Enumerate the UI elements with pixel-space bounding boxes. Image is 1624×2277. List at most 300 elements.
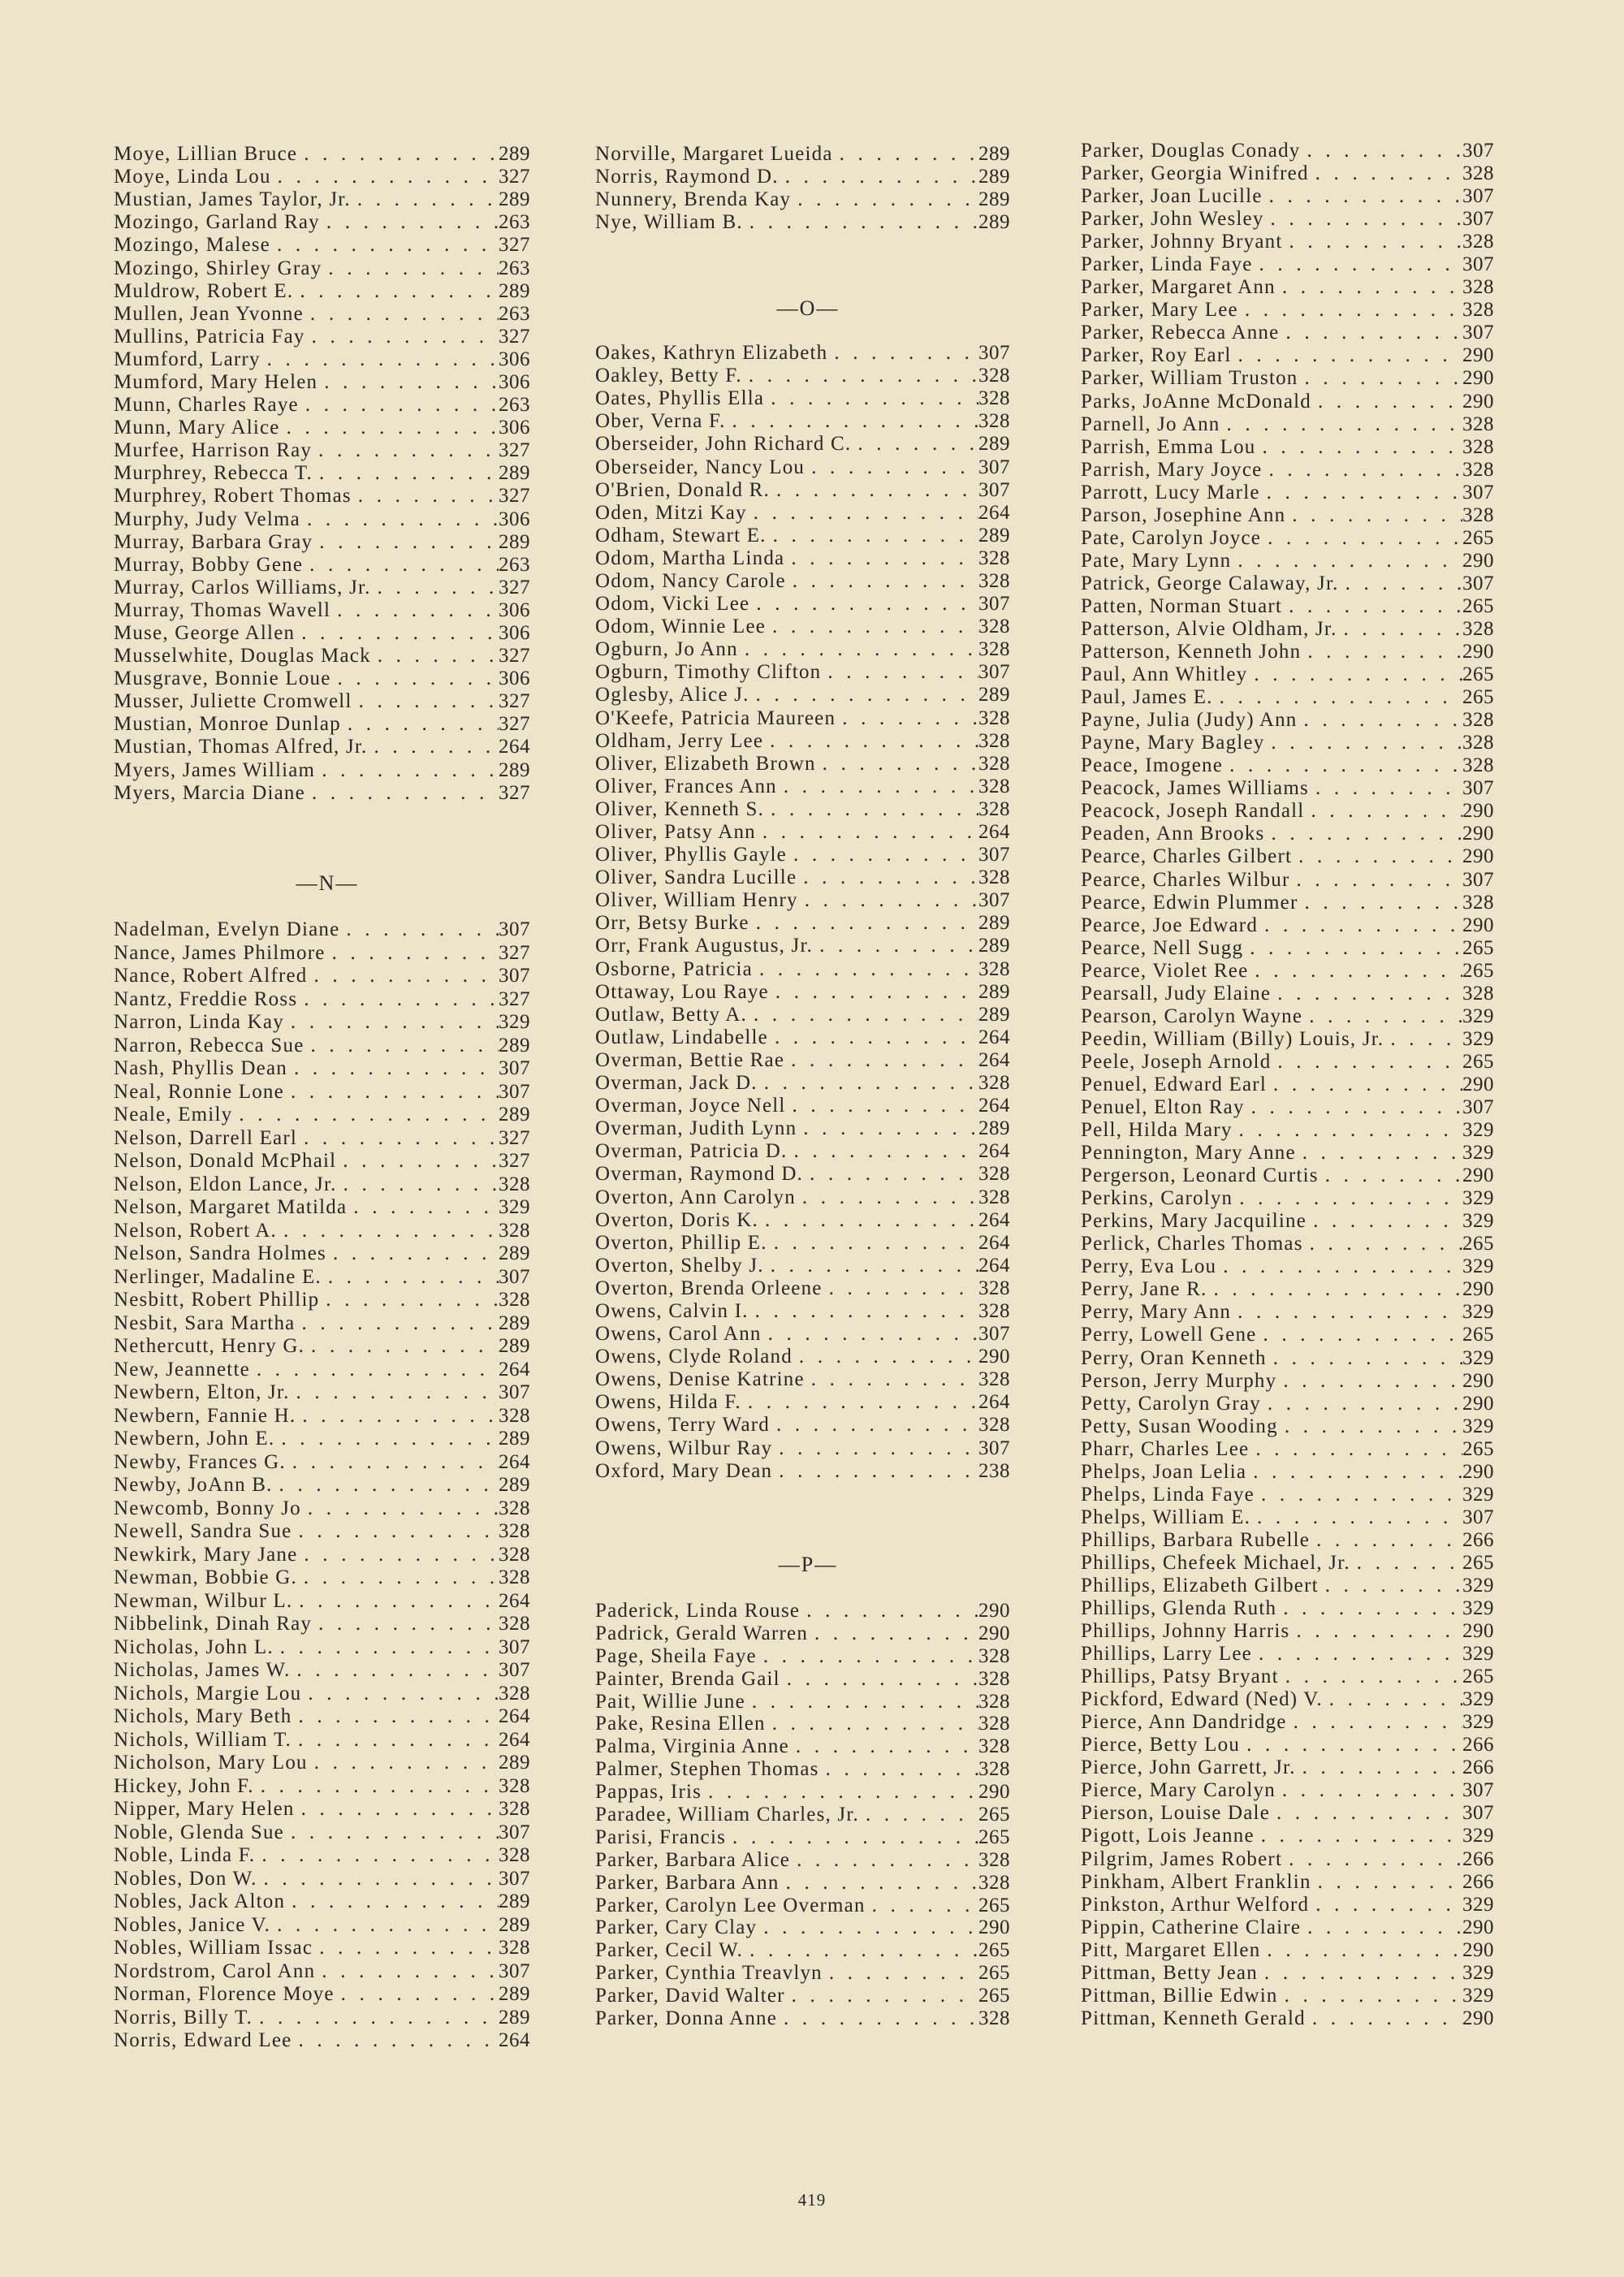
entry-name: Overman, Raymond D. (595, 1163, 804, 1186)
index-entry (595, 1163, 1021, 1186)
dot-leader (250, 1359, 499, 1381)
entry-page-number: 264 (499, 1589, 530, 1612)
dot-leader (1298, 367, 1462, 390)
index-entry (1081, 1529, 1505, 1552)
dot-leader (785, 1985, 978, 2007)
index-entry (595, 866, 1021, 889)
entry-page-number: 289 (499, 1104, 530, 1126)
entry-name: Phelps, William E. (1081, 1506, 1251, 1528)
dot-leader (1231, 550, 1462, 572)
entry-page-number: 307 (1462, 481, 1494, 503)
dot-leader (1276, 276, 1462, 299)
entry-page-number: 329 (1462, 1142, 1494, 1164)
index-entry (1081, 140, 1505, 162)
entry-page-number: 327 (499, 690, 530, 713)
index-entry (114, 508, 541, 531)
dot-leader (337, 1173, 499, 1196)
entry-page-number: 329 (1462, 1711, 1494, 1734)
dot-leader (786, 1095, 978, 1117)
index-entry (114, 326, 541, 348)
entry-name: Paul, Ann Whitley (1081, 663, 1248, 686)
entry-page-number: 307 (1462, 1095, 1494, 1118)
dot-leader (764, 1255, 978, 1277)
entry-page-number: 329 (1462, 1346, 1494, 1369)
entry-page-number: 264 (499, 2029, 530, 2052)
entry-page-number: 328 (1462, 435, 1494, 458)
entry-name: Mullins, Patricia Fay (114, 325, 305, 348)
index-entry (114, 531, 541, 554)
entry-name: Newman, Wilbur L. (114, 1589, 293, 1612)
index-entry (595, 1895, 1021, 1917)
entry-page-number: 328 (978, 638, 1010, 661)
dot-leader (1337, 618, 1462, 641)
entry-page-number: 289 (499, 1311, 530, 1334)
dot-leader (312, 439, 499, 462)
entry-page-number: 307 (978, 844, 1010, 866)
entry-page-number: 328 (1462, 618, 1494, 640)
dot-leader (293, 280, 499, 303)
dot-leader (1301, 641, 1462, 663)
index-entry (114, 2029, 541, 2053)
entry-page-number: 327 (499, 941, 530, 964)
entry-page-number: 329 (1462, 1027, 1494, 1050)
dot-leader (803, 1163, 978, 1186)
entry-page-number: 328 (499, 1937, 530, 1959)
index-entry (1081, 1393, 1505, 1415)
entry-name: Overman, Patricia D. (595, 1140, 788, 1163)
dot-leader (786, 570, 978, 593)
dot-leader (297, 1566, 499, 1589)
dot-leader (1240, 1734, 1462, 1756)
entry-page-number: 328 (499, 1798, 530, 1821)
section-header-p: —P— (778, 1553, 838, 1576)
index-entry (1081, 1255, 1505, 1278)
index-entry (1081, 1484, 1505, 1506)
entry-name: Perry, Oran Kenneth (1081, 1346, 1267, 1369)
entry-page-number: 266 (1462, 1528, 1494, 1551)
entry-name: Nipper, Mary Helen (114, 1798, 295, 1821)
entry-page-number: 328 (978, 1758, 1010, 1781)
entry-page-number: 289 (499, 1913, 530, 1936)
dot-leader (1311, 391, 1462, 413)
entry-name: Pearsall, Judy Elaine (1081, 982, 1272, 1005)
index-entry (1081, 1734, 1505, 1756)
dot-leader (821, 661, 978, 684)
entry-name: Parker, Douglas Conady (1081, 140, 1301, 162)
entry-name: Parrish, Emma Lou (1081, 435, 1256, 458)
entry-page-number: 289 (499, 1242, 530, 1265)
dot-leader (1319, 1575, 1462, 1597)
entry-name: Murray, Barbara Gray (114, 530, 313, 553)
dot-leader (1309, 777, 1462, 800)
entry-name: Overton, Brenda Orleene (595, 1277, 823, 1299)
index-entry (114, 577, 541, 599)
section-header-n: —N— (296, 871, 359, 895)
entry-name: Phillips, Elizabeth Gilbert (1081, 1574, 1319, 1596)
index-entry (114, 1983, 541, 2007)
dot-leader (1309, 162, 1462, 185)
dot-leader (271, 166, 499, 188)
dot-leader (232, 1104, 499, 1126)
entry-name: Pinkston, Arthur Welford (1081, 1893, 1310, 1916)
entry-name: Nelson, Margaret Matilda (114, 1196, 348, 1219)
entry-name: Parker, Barbara Alice (595, 1848, 791, 1871)
entry-name: Pearce, Violet Ree (1081, 959, 1249, 982)
index-entry (114, 1520, 541, 1544)
index-entry (114, 1683, 541, 1706)
entry-name: Parker, David Walter (595, 1985, 785, 2007)
index-entry (595, 166, 1021, 188)
entry-name: Phillips, Glenda Ruth (1081, 1597, 1277, 1620)
entry-page-number: 328 (978, 1667, 1010, 1690)
entry-page-number: 307 (1462, 208, 1494, 231)
entry-page-number: 307 (499, 1959, 530, 1982)
index-entry (595, 1323, 1021, 1346)
entry-name: Norris, Billy T. (114, 2006, 253, 2029)
entry-name: Perlick, Charles Thomas (1081, 1233, 1303, 1255)
entry-page-number: 327 (499, 576, 530, 598)
entry-page-number: 289 (499, 1752, 530, 1774)
entry-name: Parks, JoAnne McDonald (1081, 390, 1312, 413)
index-entry (1081, 1756, 1505, 1779)
index-entry (1081, 1210, 1505, 1233)
entry-page-number: 289 (499, 1335, 530, 1358)
dot-leader (756, 821, 978, 844)
dot-leader (1282, 231, 1462, 253)
entry-name: Mustian, James Taylor, Jr. (114, 188, 351, 211)
entry-page-number: 329 (1462, 1893, 1494, 1916)
entry-name: Orr, Frank Augustus, Jr. (595, 935, 814, 957)
dot-leader (308, 965, 499, 987)
entry-page-number: 265 (1462, 594, 1494, 617)
index-entry (595, 798, 1021, 821)
entry-name: Moye, Linda Lou (114, 166, 271, 188)
entry-page-number: 290 (1462, 2007, 1494, 2029)
index-entry (595, 1758, 1021, 1781)
entry-page-number: 329 (1462, 1255, 1494, 1278)
entry-name: Perkins, Mary Jacquiline (1081, 1210, 1307, 1233)
entry-name: Phillips, Patsy Bryant (1081, 1666, 1279, 1688)
entry-page-number: 290 (1462, 1369, 1494, 1392)
dot-leader (823, 1277, 978, 1300)
entry-page-number: 327 (499, 234, 530, 257)
index-entry (114, 690, 541, 713)
index-entry (595, 1849, 1021, 1872)
entry-name: New, Jeannette (114, 1358, 250, 1380)
dot-leader (292, 1520, 499, 1543)
dot-leader (777, 776, 978, 798)
index-entry (114, 280, 541, 303)
entry-page-number: 328 (1462, 891, 1494, 914)
index-entry (114, 1868, 541, 1891)
entry-page-number: 307 (978, 456, 1010, 478)
entry-name: Orr, Betsy Burke (595, 912, 749, 935)
dot-leader (1306, 2007, 1462, 2030)
dot-leader (317, 371, 499, 394)
entry-page-number: 307 (1462, 185, 1494, 208)
entry-name: Parker, Mary Lee (1081, 299, 1238, 322)
dot-leader (767, 1232, 978, 1255)
dot-leader (1247, 663, 1462, 686)
entry-name: Norris, Edward Lee (114, 2029, 292, 2052)
index-entry (114, 166, 541, 188)
entry-page-number: 328 (499, 1844, 530, 1867)
index-entry (1081, 1643, 1505, 1666)
dot-leader (330, 599, 499, 622)
entry-page-number: 328 (978, 1299, 1010, 1322)
index-entry (1081, 686, 1505, 709)
index-entry (1081, 1985, 1505, 2007)
entry-page-number: 328 (499, 1682, 530, 1705)
dot-leader (800, 1600, 978, 1622)
index-entry (114, 599, 541, 622)
index-entry (114, 1381, 541, 1405)
entry-name: Overman, Jack D. (595, 1072, 758, 1095)
index-entry (114, 1196, 541, 1220)
entry-name: Peele, Joseph Arnold (1081, 1050, 1272, 1073)
index-entry (114, 645, 541, 668)
index-entry (1081, 1597, 1505, 1620)
dot-leader (305, 326, 499, 348)
index-entry (1081, 572, 1505, 595)
index-entry (595, 981, 1021, 1004)
entry-name: Overton, Shelby J. (595, 1254, 764, 1277)
dot-leader (292, 1590, 499, 1613)
entry-page-number: 328 (499, 1289, 530, 1311)
entry-page-number: 264 (978, 1026, 1010, 1048)
entry-page-number: 328 (978, 1848, 1010, 1871)
dot-leader (758, 1209, 978, 1232)
entry-name: Neale, Emily (114, 1104, 233, 1126)
dot-leader (726, 410, 978, 433)
index-entry (114, 1937, 541, 1960)
index-entry (1081, 299, 1505, 322)
entry-page-number: 307 (499, 1265, 530, 1288)
index-entry (1081, 1164, 1505, 1187)
entry-name: Nantz, Freddie Ross (114, 987, 298, 1010)
dot-leader (1270, 1802, 1462, 1825)
entry-page-number: 328 (978, 1735, 1010, 1758)
entry-name: Patterson, Kenneth John (1081, 641, 1302, 663)
entry-name: Payne, Julia (Judy) Ann (1081, 709, 1298, 732)
entry-page-number: 264 (978, 1391, 1010, 1414)
dot-leader (270, 1914, 499, 1937)
index-entry (595, 1600, 1021, 1622)
entry-page-number: 307 (499, 1659, 530, 1682)
index-entry (595, 935, 1021, 957)
dot-leader (255, 1844, 499, 1867)
entry-name: Pickford, Edward (Ned) V. (1081, 1688, 1323, 1711)
entry-name: Oliver, Phyllis Gayle (595, 844, 787, 866)
entry-page-number: 328 (978, 365, 1010, 387)
dot-leader (738, 638, 978, 661)
entry-page-number: 329 (1462, 1574, 1494, 1596)
index-entry (595, 1939, 1021, 1962)
entry-page-number: 307 (499, 1080, 530, 1103)
dot-leader (1255, 1484, 1462, 1506)
dot-leader (833, 143, 978, 166)
index-entry (1081, 1620, 1505, 1643)
entry-name: Oden, Mitzi Kay (595, 501, 747, 524)
entry-page-number: 327 (499, 1126, 530, 1149)
dot-leader (768, 1026, 978, 1049)
entry-name: Pake, Resina Ellen (595, 1713, 766, 1735)
entry-name: Nichols, Margie Lou (114, 1682, 302, 1705)
entry-page-number: 307 (499, 1057, 530, 1080)
index-entry (114, 348, 541, 371)
index-entry (595, 1140, 1021, 1163)
dot-leader (780, 1872, 978, 1895)
dot-leader (808, 1622, 978, 1645)
entry-name: Newell, Sandra Sue (114, 1520, 292, 1543)
entry-name: Peaden, Ann Brooks (1081, 823, 1265, 845)
index-entry (1081, 1051, 1505, 1074)
dot-leader (819, 1758, 978, 1781)
dot-leader (1307, 1210, 1462, 1233)
dot-leader (1267, 1347, 1462, 1370)
dot-leader (1282, 595, 1462, 618)
entry-page-number: 265 (978, 1985, 1010, 2007)
index-entry (114, 1659, 541, 1683)
index-entry (1081, 1871, 1505, 1894)
index-column-2-o-entries (595, 342, 1021, 1483)
entry-name: Patten, Norman Stuart (1081, 594, 1283, 617)
dot-leader (770, 1414, 978, 1437)
dot-leader (762, 1323, 978, 1346)
dot-leader (326, 942, 499, 965)
index-entry (595, 1985, 1021, 2007)
entry-name: Pait, Willie June (595, 1690, 745, 1713)
index-entry (1081, 732, 1505, 754)
entry-name: Newby, JoAnn B. (114, 1474, 273, 1497)
entry-page-number: 327 (499, 987, 530, 1010)
index-entry (114, 1266, 541, 1290)
dot-leader (1278, 1985, 1462, 2007)
index-entry (1081, 2007, 1505, 2030)
dot-leader (1298, 892, 1463, 914)
entry-name: Nance, James Philmore (114, 941, 326, 964)
dot-leader (1276, 1779, 1462, 1802)
dot-leader (793, 1346, 978, 1368)
entry-page-number: 328 (499, 1543, 530, 1566)
entry-name: Pigott, Lois Jeanne (1081, 1825, 1255, 1847)
entry-page-number: 265 (1462, 959, 1494, 982)
index-entry (595, 1186, 1021, 1208)
entry-page-number: 329 (1462, 1961, 1494, 1984)
entry-page-number: 307 (1462, 1779, 1494, 1802)
entry-name: Myers, Marcia Diane (114, 781, 305, 804)
index-column-3-p-entries (1081, 140, 1505, 2030)
index-entry (1081, 208, 1505, 231)
entry-page-number: 290 (978, 1916, 1010, 1939)
dot-leader (270, 234, 499, 257)
index-column-1-m-entries (114, 143, 541, 805)
index-entry (114, 1497, 541, 1521)
index-entry (114, 1752, 541, 1775)
index-entry (114, 1705, 541, 1729)
entry-name: Munn, Mary Alice (114, 417, 280, 439)
entry-page-number: 329 (1462, 1825, 1494, 1847)
entry-page-number: 290 (1462, 914, 1494, 936)
dot-leader (777, 2007, 978, 2030)
index-entry (114, 988, 541, 1012)
index-entry (114, 1359, 541, 1382)
entry-page-number: 289 (499, 462, 530, 485)
dot-leader (813, 935, 978, 957)
entry-page-number: 328 (1462, 231, 1494, 253)
entry-name: Palma, Virginia Anne (595, 1735, 789, 1758)
entry-name: Overman, Joyce Nell (595, 1095, 786, 1117)
entry-page-number: 264 (978, 1095, 1010, 1117)
index-entry (114, 1335, 541, 1359)
entry-page-number: 328 (978, 1368, 1010, 1391)
index-entry (1081, 983, 1505, 1005)
dot-leader (284, 1081, 499, 1104)
dot-leader (1213, 686, 1462, 709)
entry-name: Pearce, Charles Wilbur (1081, 868, 1290, 891)
dot-leader (1310, 1529, 1462, 1552)
dot-leader (1246, 1461, 1462, 1484)
entry-page-number: 263 (499, 302, 530, 325)
entry-name: Noble, Glenda Sue (114, 1821, 284, 1843)
entry-page-number: 289 (499, 143, 530, 166)
entry-page-number: 328 (978, 1690, 1010, 1713)
index-entry (595, 1437, 1021, 1460)
index-entry (595, 776, 1021, 798)
entry-name: Parrish, Mary Joyce (1081, 458, 1263, 481)
dot-leader (1287, 1711, 1462, 1734)
entry-name: Owens, Denise Katrine (595, 1368, 805, 1391)
entry-page-number: 328 (978, 1186, 1010, 1208)
entry-name: Newbern, John E. (114, 1428, 275, 1450)
index-entry (595, 479, 1021, 502)
dot-leader (312, 1613, 499, 1635)
dot-leader (753, 958, 978, 981)
dot-leader (257, 1868, 499, 1890)
dot-leader (336, 1150, 499, 1173)
entry-page-number: 307 (978, 1323, 1010, 1346)
dot-leader (1233, 1187, 1462, 1210)
entry-page-number: 266 (1462, 1756, 1494, 1779)
entry-name: Pell, Hilda Mary (1081, 1119, 1233, 1142)
entry-page-number: 289 (978, 166, 1010, 188)
index-entry (595, 730, 1021, 753)
index-entry (114, 1150, 541, 1173)
dot-leader (304, 1335, 499, 1358)
entry-name: Phillips, Larry Lee (1081, 1643, 1252, 1666)
index-entry (1081, 1301, 1505, 1324)
dot-leader (1253, 253, 1462, 276)
entry-page-number: 327 (499, 325, 530, 348)
entry-name: Norville, Margaret Lueida (595, 143, 833, 166)
dot-leader (1276, 1597, 1462, 1620)
index-entry (114, 1474, 541, 1497)
entry-name: Moye, Lillian Bruce (114, 143, 298, 166)
entry-name: Murray, Thomas Wavell (114, 598, 331, 621)
entry-page-number: 290 (978, 1599, 1010, 1622)
index-entry (1081, 550, 1505, 572)
entry-page-number: 238 (978, 1459, 1010, 1482)
dot-leader (301, 1497, 499, 1520)
index-entry (114, 1104, 541, 1127)
dot-leader (295, 1312, 499, 1335)
dot-leader (805, 1368, 978, 1391)
entry-page-number: 289 (978, 211, 1010, 234)
index-entry (1081, 1916, 1505, 1939)
dot-leader (827, 342, 978, 365)
index-entry (1081, 1142, 1505, 1164)
entry-name: Murphy, Judy Velma (114, 508, 300, 530)
